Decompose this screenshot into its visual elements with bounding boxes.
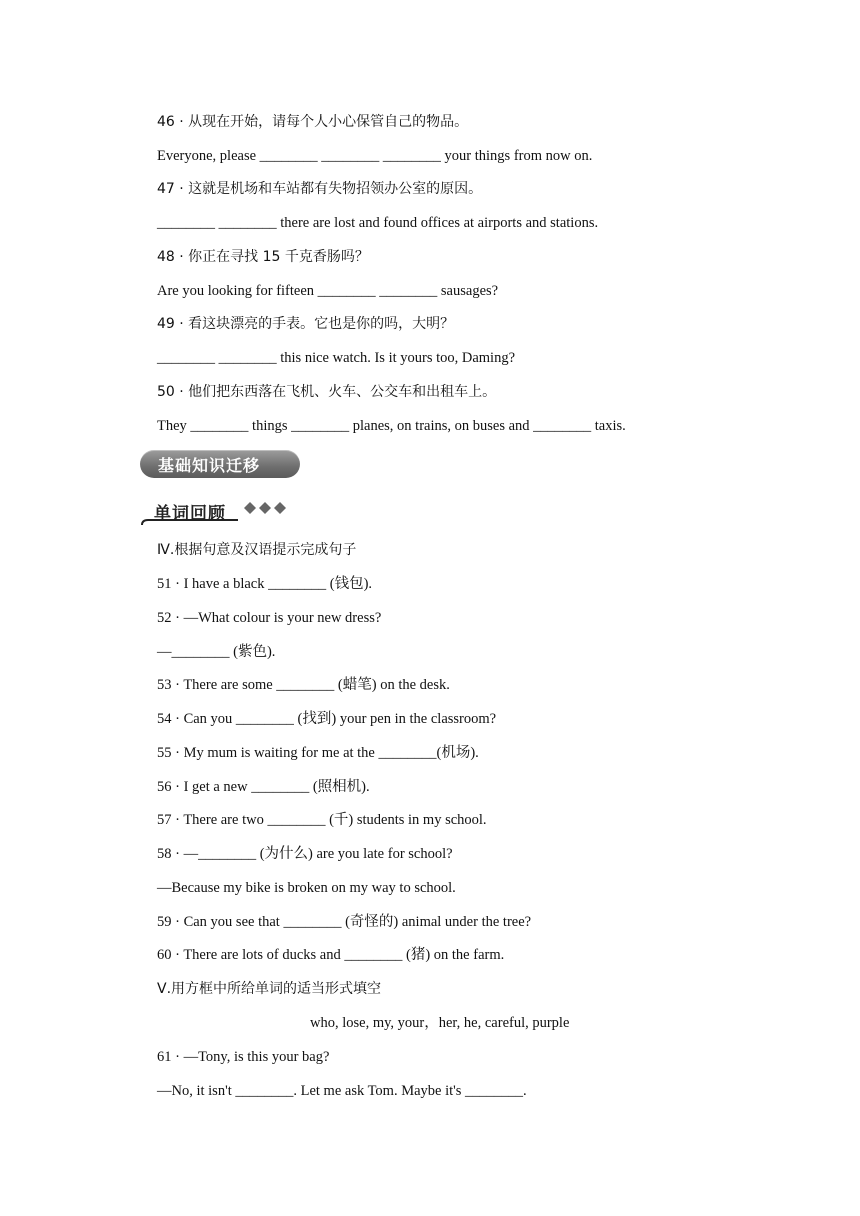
section-4-item: 58 · —________ (为什么) are you late for school? (157, 846, 453, 862)
question-46-english: Everyone, please ________ ________ ________ your things from now on. (157, 148, 593, 164)
question-49-english: ________ ________ this nice watch. Is it yours too, Daming? (157, 350, 516, 366)
section-5-item: 61 · —Tony, is this your bag? (157, 1049, 330, 1065)
question-46-chinese: 46 · 从现在开始，请每个人小心保管自己的物品。 (157, 114, 469, 130)
vocabulary-review-heading (140, 495, 290, 525)
section-4-item: 51 · I have a black ________ (钱包). (157, 576, 373, 592)
section-4-item: —________ (紫色). (157, 644, 276, 660)
section-4-item: 60 · There are lots of ducks and ________ (猪) on the farm. (157, 947, 505, 963)
question-49-chinese: 49 · 看这块漂亮的手表。它也是你的吗，大明？ (157, 316, 455, 332)
question-47-chinese: 47 · 这就是机场和车站都有失物招领办公室的原因。 (157, 181, 483, 197)
section-4-item: 56 · I get a new ________ (照相机). (157, 779, 370, 795)
question-48-english: Are you looking for fifteen ________ ________ sausages? (157, 283, 499, 299)
section-4-item: 54 · Can you ________ (找到) your pen in the classroom? (157, 711, 497, 727)
section-5-title: Ⅴ.用方框中所给单词的适当形式填空 (157, 981, 382, 997)
section-4-item: —Because my bike is broken on my way to school. (157, 880, 456, 896)
question-47-english: ________ ________ there are lost and found offices at airports and stations. (157, 215, 599, 231)
vocabulary-review-title: 单词回顾 (154, 504, 226, 524)
section-4-item: 59 · Can you see that ________ (奇怪的) animal under the tree? (157, 914, 532, 930)
section-4-item: 55 · My mum is waiting for me at the ________(机场). (157, 745, 479, 761)
section-banner-title: 基础知识迁移 (158, 456, 261, 475)
question-50-chinese: 50 · 他们把东西落在飞机、火车、公交车和出租车上。 (157, 384, 497, 400)
section-5-item: —No, it isn't ________. Let me ask Tom. Maybe it's ________. (157, 1083, 527, 1099)
section-banner (140, 450, 300, 478)
word-box: who, lose, my, your，her, he, careful, purple (310, 1015, 570, 1031)
section-4-title: Ⅳ.根据句意及汉语提示完成句子 (157, 542, 357, 558)
question-50-english: They ________ things ________ planes, on trains, on buses and ________ taxis. (157, 418, 626, 434)
section-4-item: 52 · —What colour is your new dress? (157, 610, 382, 626)
section-4-item: 53 · There are some ________ (蜡笔) on the desk. (157, 677, 450, 693)
question-48-chinese: 48 · 你正在寻找 15 千克香肠吗？ (157, 249, 369, 265)
diamond-decoration-icon (243, 501, 289, 515)
section-4-item: 57 · There are two ________ (千) students in my school. (157, 812, 487, 828)
